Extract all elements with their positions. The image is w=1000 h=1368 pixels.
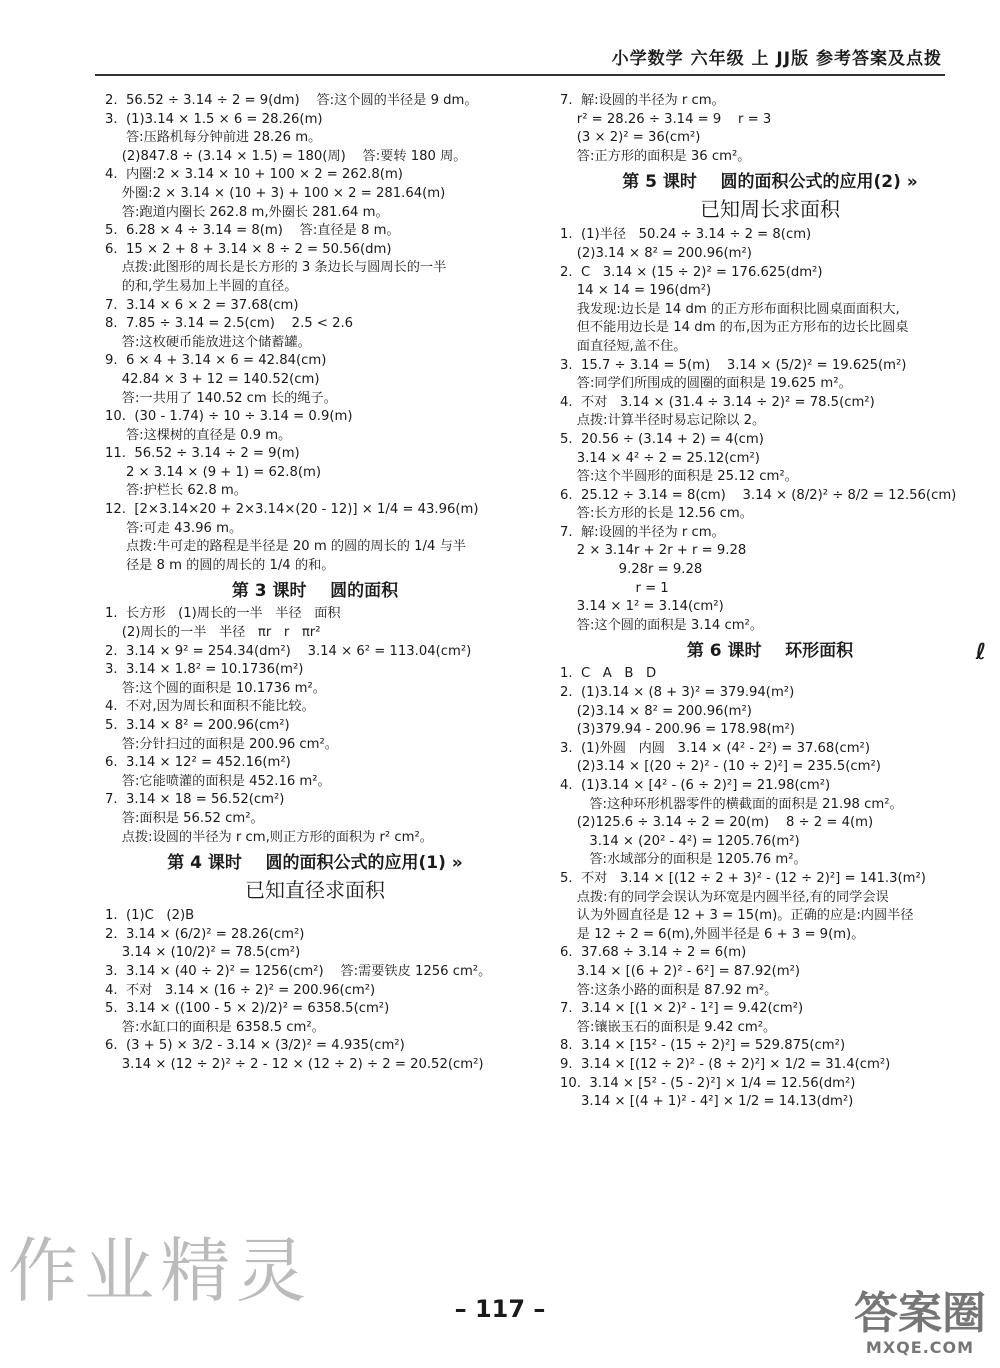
answer-line: 4. 不对 3.14 × (31.4 ÷ 3.14 ÷ 2)² = 78.5(cm²) bbox=[560, 394, 875, 410]
answer-line: (2)3.14 × 8² = 200.96(m²) bbox=[560, 703, 752, 719]
answer-line: 认为外圆直径是 12 + 3 = 15(m)。正确的应是:内圆半径 bbox=[560, 908, 914, 924]
answer-line: (2)125.6 ÷ 3.14 ÷ 2 = 20(m) 8 ÷ 2 = 4(m) bbox=[560, 815, 874, 831]
answer-line: 答:长方形的长是 12.56 cm。 bbox=[560, 506, 753, 522]
answer-line: 7. 解:设圆的半径为 r cm。 bbox=[560, 524, 725, 540]
answer-line: 4. 不对 3.14 × (16 ÷ 2)² = 200.96(cm²) bbox=[105, 982, 376, 998]
answer-line: 5. 20.56 ÷ (3.14 + 2) = 4(cm) bbox=[560, 431, 764, 447]
answer-line: 4. 内圈:2 × 3.14 × 10 + 100 × 2 = 262.8(m) bbox=[105, 167, 403, 183]
answer-line: 10. 3.14 × [5² - (5 - 2)²] × 1/4 = 12.56(dm²) bbox=[560, 1075, 856, 1091]
page-number: – 117 – bbox=[454, 1295, 546, 1323]
answer-line: 2 × 3.14 × (9 + 1) = 62.8(m) bbox=[105, 464, 322, 480]
answer-line: 7. 解:设圆的半径为 r cm。 bbox=[560, 93, 725, 108]
answer-line: 10. (30 - 1.74) ÷ 10 ÷ 3.14 = 0.9(m) bbox=[105, 409, 353, 425]
answer-line: 答:水域部分的面积是 1205.76 m²。 bbox=[560, 852, 807, 868]
answer-line: 5. 3.14 × ((100 - 5 × 2)/2)² = 6358.5(cm²) bbox=[105, 1001, 390, 1017]
answer-line: 1. (1)半径 50.24 ÷ 3.14 ÷ 2 = 8(cm) bbox=[560, 227, 812, 243]
answer-line: 6. 37.68 ÷ 3.14 ÷ 2 = 6(m) bbox=[560, 945, 747, 961]
answer-line: 2. (1)3.14 × (8 + 3)² = 379.94(m²) bbox=[560, 685, 795, 701]
answer-line: 3.14 × 1² = 3.14(cm²) bbox=[560, 599, 724, 615]
answer-line: 7. 3.14 × 6 × 2 = 37.68(cm) bbox=[105, 297, 299, 313]
answer-line: 点拨:牛可走的路程是半径是 20 m 的圆的周长的 1/4 与半 bbox=[105, 539, 466, 555]
right-column bbox=[560, 92, 980, 1112]
answer-line: 5. 6.28 × 4 ÷ 3.14 = 8(m) 答:直径是 8 m。 bbox=[105, 223, 400, 239]
answer-line: (2)3.14 × 8² = 200.96(m²) bbox=[560, 245, 752, 261]
answer-line: 8. 3.14 × [15² - (15 ÷ 2)²] = 529.875(cm²) bbox=[560, 1038, 846, 1054]
answer-line: 我发现:边长是 14 dm 的正方形布面积比圆桌面面积大, bbox=[560, 301, 900, 317]
answer-line: 是 12 ÷ 2 = 6(m),外圆半径是 6 + 3 = 9(m)。 bbox=[560, 926, 865, 942]
answer-line: 3. 3.14 × (40 ÷ 2)² = 1256(cm²) 答:需要铁皮 1256 cm²。 bbox=[105, 963, 492, 979]
answer-line: 答:镶嵌玉石的面积是 9.42 cm²。 bbox=[560, 1019, 777, 1035]
answer-line: 2 × 3.14r + 2r + r = 9.28 bbox=[560, 543, 747, 559]
answer-line: 径是 8 m 的圆的周长的 1/4 的和。 bbox=[105, 557, 335, 573]
answer-line: 答:分针扫过的面积是 200.96 cm²。 bbox=[105, 736, 338, 752]
answer-line: 答:一共用了 140.52 cm 长的绳子。 bbox=[105, 390, 337, 406]
answer-line: 1. C A B D bbox=[560, 666, 657, 682]
answer-line: 外圈:2 × 3.14 × (10 + 3) + 100 × 2 = 281.64(m) bbox=[105, 185, 446, 201]
answer-line: 答:面积是 56.52 cm²。 bbox=[105, 810, 264, 826]
answer-line: 5. 3.14 × 8² = 200.96(cm²) bbox=[105, 718, 290, 733]
answer-line: 4. 不对,因为周长和面积不能比较。 bbox=[105, 699, 315, 715]
answer-line: 7. 3.14 × 18 = 56.52(cm²) bbox=[105, 792, 285, 808]
answer-line: 答:压路机每分钟前进 28.26 m。 bbox=[105, 130, 322, 146]
answer-line: 14 × 14 = 196(dm²) bbox=[560, 283, 712, 299]
answer-line: 3. (1)3.14 × 1.5 × 6 = 28.26(m) bbox=[105, 111, 323, 127]
answer-line: 答:跑道内圈长 262.8 m,外圈长 281.64 m。 bbox=[105, 204, 389, 220]
answer-line: 6. 15 × 2 + 8 + 3.14 × 8 ÷ 2 = 50.56(dm) bbox=[105, 241, 392, 257]
answer-line: 答:这条小路的面积是 87.92 m²。 bbox=[560, 982, 778, 998]
answer-line: 2. 56.52 ÷ 3.14 ÷ 2 = 9(dm) 答:这个圆的半径是 9 dm。 bbox=[105, 93, 478, 108]
section-heading: 第 6 课时 环形面积 bbox=[686, 641, 854, 662]
answer-line: 答:这枚硬币能放进这个储蓄罐。 bbox=[105, 334, 311, 350]
left-column bbox=[105, 92, 525, 1075]
answer-line: 答:这个圆的面积是 3.14 cm²。 bbox=[560, 617, 764, 633]
answer-line: 12. [2×3.14×20 + 2×3.14×(20 - 12)] × 1/4 = 43.96(m) bbox=[105, 502, 479, 518]
answer-line: 点拨:设圆的半径为 r cm,则正方形的面积为 r² cm²。 bbox=[105, 829, 433, 845]
answer-line: 9. 6 × 4 + 3.14 × 6 = 42.84(cm) bbox=[105, 353, 327, 369]
watermark-logo-right bbox=[850, 1290, 990, 1357]
answer-line: (3)379.94 - 200.96 = 178.98(m²) bbox=[560, 722, 795, 738]
margin-mark: ℓ bbox=[975, 640, 986, 665]
answer-line: 2. C 3.14 × (15 ÷ 2)² = 176.625(dm²) bbox=[560, 264, 823, 280]
answer-line: 3.14 × (20² - 4²) = 1205.76(m²) bbox=[560, 833, 800, 849]
answer-line: 答:这棵树的直径是 0.9 m。 bbox=[105, 427, 292, 443]
answer-line: 3.14 × [(6 + 2)² - 6²] = 87.92(m²) bbox=[560, 963, 801, 979]
answer-line: 的和,学生易加上半圆的直径。 bbox=[105, 278, 298, 294]
answer-line: 1. (1)C (2)B bbox=[105, 908, 195, 924]
answer-line: 点拨:计算半径时易忘记除以 2。 bbox=[560, 413, 766, 429]
answer-line: 答:同学们所围成的圆圈的面积是 19.625 m²。 bbox=[560, 376, 852, 392]
answer-line: 答:护栏长 62.8 m。 bbox=[105, 483, 247, 499]
answer-line: 答:水缸口的面积是 6358.5 cm²。 bbox=[105, 1019, 325, 1035]
answer-line: 答:这个半圆形的面积是 25.12 cm²。 bbox=[560, 469, 798, 485]
answer-line: 7. 3.14 × [(1 × 2)² - 1²] = 9.42(cm²) bbox=[560, 1001, 804, 1017]
answer-line: 6. 25.12 ÷ 3.14 = 8(cm) 3.14 × (8/2)² ÷ 8/2 = 12.56(cm) bbox=[560, 487, 957, 503]
answer-line: 面直径短,盖不住。 bbox=[560, 338, 687, 354]
answer-line: 3. (1)外圆 内圆 3.14 × (4² - 2²) = 37.68(cm²) bbox=[560, 740, 870, 756]
answer-line: 6. (3 + 5) × 3/2 - 3.14 × (3/2)² = 4.935(cm²) bbox=[105, 1038, 405, 1054]
answer-line: 点拨:此图形的周长是长方形的 3 条边长与圆周长的一半 bbox=[105, 260, 447, 276]
header-rule bbox=[95, 74, 945, 76]
answer-line: 答:正方形的面积是 36 cm²。 bbox=[560, 148, 751, 164]
section-heading: 第 5 课时 圆的面积公式的应用(2) » bbox=[622, 172, 918, 193]
answer-line: 5. 不对 3.14 × [(12 ÷ 2 + 3)² - (12 ÷ 2)²] = 141.3(m²) bbox=[560, 870, 926, 886]
answer-line: (2)周长的一半 半径 πr r πr² bbox=[105, 625, 321, 641]
answer-line: 6. 3.14 × 12² = 452.16(m²) bbox=[105, 755, 291, 771]
answer-line: 4. (1)3.14 × [4² - (6 ÷ 2)²] = 21.98(cm²) bbox=[560, 778, 831, 793]
answer-line: (3 × 2)² = 36(cm²) bbox=[560, 130, 701, 146]
answer-line: 3.14 × [(4 + 1)² - 4²] × 1/2 = 14.13(dm²) bbox=[560, 1094, 854, 1110]
answer-line: (2)847.8 ÷ (3.14 × 1.5) = 180(周) 答:要转 180 周。 bbox=[105, 148, 467, 164]
watermark-logo-left: 作业精灵 bbox=[8, 1230, 312, 1312]
answer-line: 答:它能喷灌的面积是 452.16 m²。 bbox=[105, 773, 331, 789]
answer-line: 3. 15.7 ÷ 3.14 = 5(m) 3.14 × (5/2)² = 19.625(m²) bbox=[560, 357, 907, 373]
section-heading: 第 3 课时 圆的面积 bbox=[231, 581, 399, 602]
answer-line: 9. 3.14 × [(12 ÷ 2)² - (8 ÷ 2)²] × 1/2 = 31.4(cm²) bbox=[560, 1056, 891, 1072]
answer-line: 2. 3.14 × (6/2)² = 28.26(cm²) bbox=[105, 926, 305, 942]
answer-line: 2. 3.14 × 9² = 254.34(dm²) 3.14 × 6² = 113.04(cm²) bbox=[105, 643, 472, 659]
answer-line: r² = 28.26 ÷ 3.14 = 9 r = 3 bbox=[560, 111, 772, 127]
section-heading: 第 4 课时 圆的面积公式的应用(1) » bbox=[167, 853, 463, 874]
answer-line: 11. 56.52 ÷ 3.14 ÷ 2 = 9(m) bbox=[105, 446, 300, 462]
answer-line: 3.14 × 4² ÷ 2 = 25.12(cm²) bbox=[560, 450, 760, 466]
watermark-right-url: MXQE.COM bbox=[865, 1338, 975, 1357]
section-heading: 已知直径求面积 bbox=[245, 878, 385, 903]
section-heading: 已知周长求面积 bbox=[700, 197, 840, 222]
answer-line: 但不能用边长是 14 dm 的布,因为正方形布的边长比圆桌 bbox=[560, 320, 909, 336]
answer-line: 点拨:有的同学会误认为环宽是内圆半径,有的同学会误 bbox=[560, 889, 889, 905]
answer-line: 答:这种环形机器零件的横截面的面积是 21.98 cm²。 bbox=[560, 796, 903, 812]
answer-line: r = 1 bbox=[560, 580, 669, 596]
answer-line: 8. 7.85 ÷ 3.14 = 2.5(cm) 2.5 < 2.6 bbox=[105, 316, 354, 332]
watermark-right-title: 答案圈 bbox=[854, 1288, 986, 1339]
answer-line: 9.28r = 9.28 bbox=[560, 562, 703, 578]
answer-line: 3. 3.14 × 1.8² = 10.1736(m²) bbox=[105, 662, 304, 678]
answer-line: 1. 长方形 (1)周长的一半 半径 面积 bbox=[105, 606, 341, 622]
answer-line: 3.14 × (12 ÷ 2)² ÷ 2 - 12 × (12 ÷ 2) ÷ 2 = 20.52(cm²) bbox=[105, 1056, 484, 1072]
page-header: 小学数学 六年级 上 JJ版 参考答案及点拨 bbox=[611, 49, 942, 69]
answer-line: (2)3.14 × [(20 ÷ 2)² - (10 ÷ 2)²] = 235.5(cm²) bbox=[560, 759, 881, 775]
answer-line: 3.14 × (10/2)² = 78.5(cm²) bbox=[105, 945, 301, 961]
answer-line: 答:可走 43.96 m。 bbox=[105, 520, 243, 536]
answer-line: 42.84 × 3 + 12 = 140.52(cm) bbox=[105, 371, 320, 387]
answer-line: 答:这个圆的面积是 10.1736 m²。 bbox=[105, 680, 326, 696]
